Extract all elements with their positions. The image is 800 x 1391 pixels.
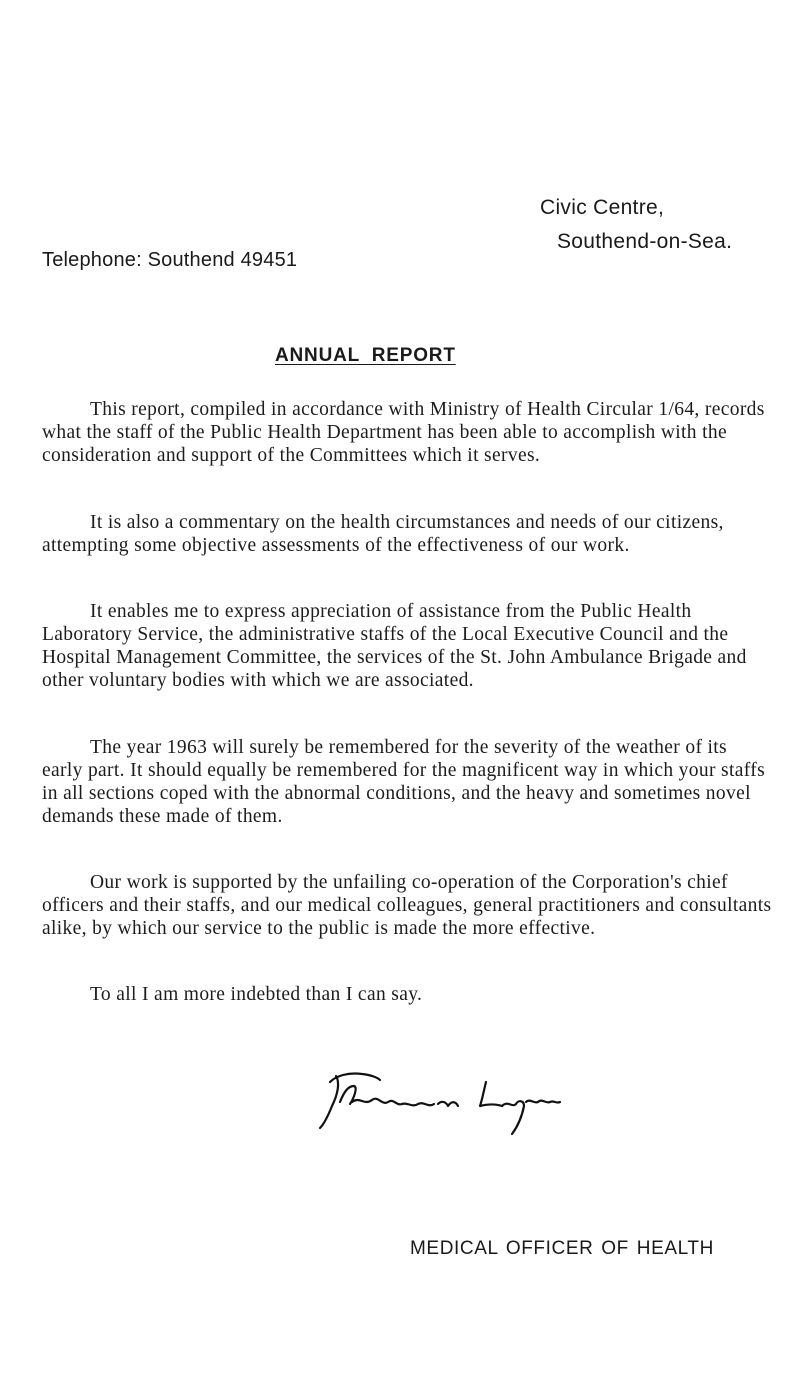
paragraph: Our work is supported by the unfailing co-operation of the Corporation's chief officers and their staffs, and our medical colleagues, general practitioners and consultants alike, by which our service to the public is made the more effective.	[42, 872, 772, 939]
paragraph: The year 1963 will surely be remembered for the severity of the weather of its early part. It should equally be remembered for the magnificent way in which your staffs in all sections coped with the abnormal conditions, and the heavy and sometimes novel demands these made of them.	[42, 737, 766, 827]
address-line-2: Southend-on-Sea.	[557, 230, 733, 253]
address-line-1: Civic Centre,	[540, 196, 665, 219]
telephone-line: Telephone: Southend 49451	[42, 249, 298, 271]
signoff-title: MEDICAL OFFICER OF HEALTH	[410, 1238, 714, 1259]
handwritten-signature	[318, 1062, 568, 1142]
paragraph: It is also a commentary on the health circumstances and needs of our citizens, attempting some objective assessments of the effectiveness of our work.	[42, 512, 724, 556]
paragraph: To all I am more indebted than I can say.	[90, 984, 423, 1005]
report-title: ANNUAL REPORT	[275, 345, 456, 366]
paragraph: This report, compiled in accordance with Ministry of Health Circular 1/64, records what the staff of the Public Health Department has been able to accomplish with the consideration and support of the Committees which it serves.	[42, 399, 765, 466]
paragraph: It enables me to express appreciation of assistance from the Public Health Laboratory Service, the administrative staffs of the Local Executive Council and the Hospital Management Committee, the services of the St. John Ambulance Brigade and other voluntary bodies with which we are associated.	[42, 601, 747, 691]
